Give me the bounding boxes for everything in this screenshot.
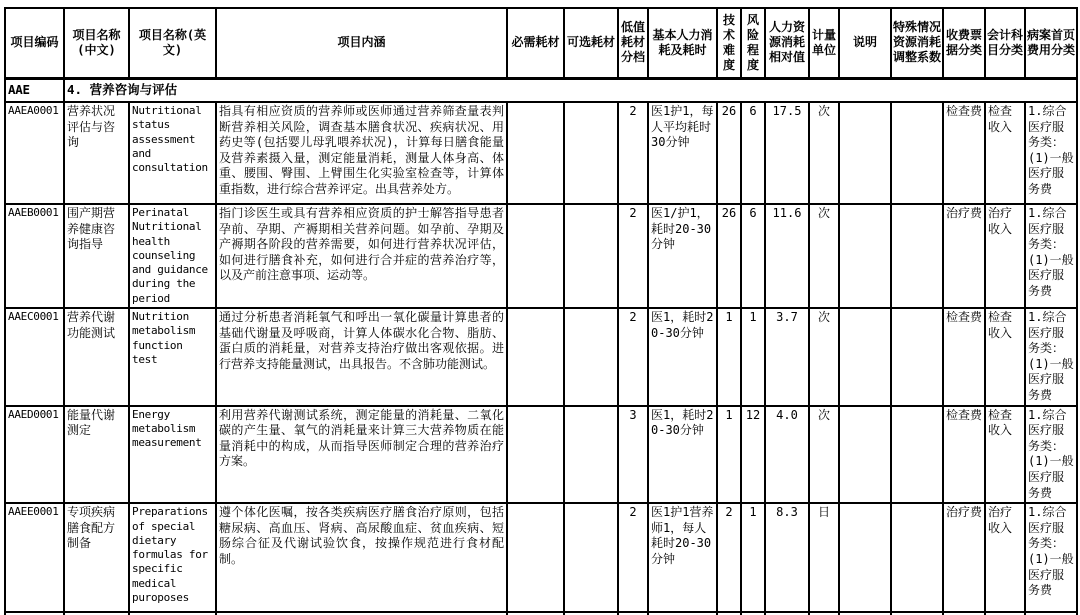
cell-optional-consumables <box>564 503 618 612</box>
cell-optional-consumables <box>564 406 618 504</box>
header-manpower: 基本人力消耗及耗时 <box>648 8 717 78</box>
cell-note <box>839 503 891 612</box>
cell-risk-level: 1 <box>741 503 765 612</box>
table-header-row <box>5 8 1077 78</box>
section-code: AAE <box>5 78 64 102</box>
cell-manpower: 医1护1营养师1，每人耗时20-30分钟 <box>648 503 717 612</box>
cell-description: 指门诊医生或具有营养相应资质的护士解答指导患者孕前、孕期、产褥期相关营养问题。如孕前、孕期及产褥期各阶段的营养需要，如何进行营养状况评估，如何进行膳食补充，如何进行合并症的营养治疗等，以及产前注意事项、运动等。 <box>216 204 507 308</box>
header-name-en: 项目名称(英文) <box>129 8 216 78</box>
header-tech-difficulty: 技术难度 <box>717 8 741 78</box>
cell-risk-level: 12 <box>741 406 765 504</box>
header-unit: 计量单位 <box>809 8 839 78</box>
cell-unit: 次 <box>809 204 839 308</box>
cell-name-en: Perinatal Nutritional health counseling and guidance during the period <box>129 204 216 308</box>
cell-receipt-category: 治疗费 <box>943 503 985 612</box>
header-special-adjustment: 特殊情况资源消耗调整系数 <box>891 8 943 78</box>
cell-record-category: 1.综合医疗服务类：(1)一般医疗服务费 <box>1025 406 1077 504</box>
cell-manpower: 医1，耗时20-30分钟 <box>648 406 717 504</box>
cell-manpower: 医1护1，每人平均耗时30分钟 <box>648 102 717 204</box>
medical-service-price-table <box>4 7 1078 615</box>
cell-accounting-category: 检查收入 <box>985 308 1025 406</box>
cell-note <box>839 102 891 204</box>
cell-description: 遵个体化医嘱，按各类疾病医疗膳食治疗原则，包括糖尿病、高血压、肾病、高尿酸血症、贫血疾病、短肠综合征及代谢试验饮食，按操作规范进行食材配制。 <box>216 503 507 612</box>
cell-required-consumables <box>507 503 564 612</box>
table-row <box>5 503 1077 612</box>
cell-note <box>839 204 891 308</box>
cell-name-en: Energy metabolism measurement <box>129 406 216 504</box>
header-record-category: 病案首页费用分类 <box>1025 8 1077 78</box>
cell-unit: 次 <box>809 406 839 504</box>
cell-required-consumables <box>507 308 564 406</box>
cell-special-adjustment <box>891 308 943 406</box>
header-required-consumables: 必需耗材 <box>507 8 564 78</box>
cell-tech-difficulty: 26 <box>717 204 741 308</box>
table-row <box>5 406 1077 504</box>
cell-name-zh: 围产期营养健康咨询指导 <box>64 204 129 308</box>
cell-record-category: 1.综合医疗服务类：(1)一般医疗服务费 <box>1025 503 1077 612</box>
cell-tech-difficulty: 1 <box>717 308 741 406</box>
cell-required-consumables <box>507 204 564 308</box>
cell-risk-level: 6 <box>741 102 765 204</box>
cell-special-adjustment <box>891 503 943 612</box>
cell-record-category: 1.综合医疗服务类：(1)一般医疗服务费 <box>1025 102 1077 204</box>
cell-hr-relative-value: 4.0 <box>765 406 809 504</box>
cell-accounting-category: 治疗收入 <box>985 503 1025 612</box>
table-row <box>5 204 1077 308</box>
cell-receipt-category: 检查费 <box>943 308 985 406</box>
table-row <box>5 308 1077 406</box>
cell-special-adjustment <box>891 102 943 204</box>
cell-project-code: AAEB0001 <box>5 204 64 308</box>
cell-name-zh: 营养状况评估与咨询 <box>64 102 129 204</box>
cell-optional-consumables <box>564 204 618 308</box>
cell-risk-level: 1 <box>741 308 765 406</box>
cell-hr-relative-value: 17.5 <box>765 102 809 204</box>
cell-required-consumables <box>507 406 564 504</box>
cell-unit: 次 <box>809 102 839 204</box>
cell-unit: 日 <box>809 503 839 612</box>
cell-description: 指具有相应资质的营养师或医师通过营养筛查量表判断营养相关风险，调查基本膳食状况、疾病状况、用药史等(包括婴儿母乳喂养状况)，计算每日膳食能量及营养素摄入量，测定能量消耗，测量人体身高、体重、腰围、臀围、上臂围生化实验室检查等，计算体重指数，进行综合营养评定。出具营养处方。 <box>216 102 507 204</box>
cell-hr-relative-value: 3.7 <box>765 308 809 406</box>
header-hr-relative-value: 人力资源消耗相对值 <box>765 8 809 78</box>
cell-note <box>839 406 891 504</box>
cell-project-code: AAED0001 <box>5 406 64 504</box>
cell-name-zh: 营养代谢功能测试 <box>64 308 129 406</box>
cell-special-adjustment <box>891 204 943 308</box>
cell-low-value-tier: 2 <box>618 102 648 204</box>
cell-tech-difficulty: 1 <box>717 406 741 504</box>
cell-receipt-category: 检查费 <box>943 406 985 504</box>
cell-hr-relative-value: 8.3 <box>765 503 809 612</box>
cell-manpower: 医1/护1，耗时20-30分钟 <box>648 204 717 308</box>
section-row <box>5 78 1077 102</box>
cell-accounting-category: 治疗收入 <box>985 204 1025 308</box>
cell-low-value-tier: 3 <box>618 406 648 504</box>
cell-name-zh: 能量代谢测定 <box>64 406 129 504</box>
header-name-zh: 项目名称(中文) <box>64 8 129 78</box>
header-accounting-category: 会计科目分类 <box>985 8 1025 78</box>
cell-low-value-tier: 2 <box>618 308 648 406</box>
header-note: 说明 <box>839 8 891 78</box>
cell-risk-level: 6 <box>741 204 765 308</box>
header-receipt-category: 收费票据分类 <box>943 8 985 78</box>
cell-name-zh: 专项疾病膳食配方制备 <box>64 503 129 612</box>
cell-accounting-category: 检查收入 <box>985 406 1025 504</box>
cell-accounting-category: 检查收入 <box>985 102 1025 204</box>
section-title: 4. 营养咨询与评估 <box>64 78 1077 102</box>
cell-receipt-category: 治疗费 <box>943 204 985 308</box>
cell-description: 利用营养代谢测试系统，测定能量的消耗量、二氧化碳的产生量、氧气的消耗量来计算三大营养物质在能量消耗中的构成，从而指导医师制定合理的营养治疗方案。 <box>216 406 507 504</box>
cell-record-category: 1.综合医疗服务类：(1)一般医疗服务费 <box>1025 204 1077 308</box>
cell-receipt-category: 检查费 <box>943 102 985 204</box>
cell-optional-consumables <box>564 102 618 204</box>
table-row <box>5 102 1077 204</box>
cell-special-adjustment <box>891 406 943 504</box>
header-project-code: 项目编码 <box>5 8 64 78</box>
cell-low-value-tier: 2 <box>618 503 648 612</box>
cell-record-category: 1.综合医疗服务类：(1)一般医疗服务费 <box>1025 308 1077 406</box>
header-description: 项目内涵 <box>216 8 507 78</box>
cell-name-en: Nutritional status assessment and consultation <box>129 102 216 204</box>
cell-name-en: Preparations of special dietary formulas for specific medical puroposes <box>129 503 216 612</box>
cell-project-code: AAEC0001 <box>5 308 64 406</box>
cell-name-en: Nutrition metabolism function test <box>129 308 216 406</box>
cell-project-code: AAEA0001 <box>5 102 64 204</box>
header-optional-consumables: 可选耗材 <box>564 8 618 78</box>
cell-project-code: AAEE0001 <box>5 503 64 612</box>
cell-note <box>839 308 891 406</box>
cell-required-consumables <box>507 102 564 204</box>
cell-manpower: 医1，耗时20-30分钟 <box>648 308 717 406</box>
cell-tech-difficulty: 2 <box>717 503 741 612</box>
cell-optional-consumables <box>564 308 618 406</box>
cell-unit: 次 <box>809 308 839 406</box>
header-risk-level: 风险程度 <box>741 8 765 78</box>
header-low-value-tier: 低值耗材分档 <box>618 8 648 78</box>
cell-description: 通过分析患者消耗氧气和呼出一氧化碳量计算患者的基础代谢量及呼吸商，计算人体碳水化合物、脂肪、蛋白质的消耗量，对营养支持治疗做出客观依据。进行营养支持能量测试，出具报告。不含肺功能测试。 <box>216 308 507 406</box>
cell-low-value-tier: 2 <box>618 204 648 308</box>
cell-tech-difficulty: 26 <box>717 102 741 204</box>
cell-hr-relative-value: 11.6 <box>765 204 809 308</box>
